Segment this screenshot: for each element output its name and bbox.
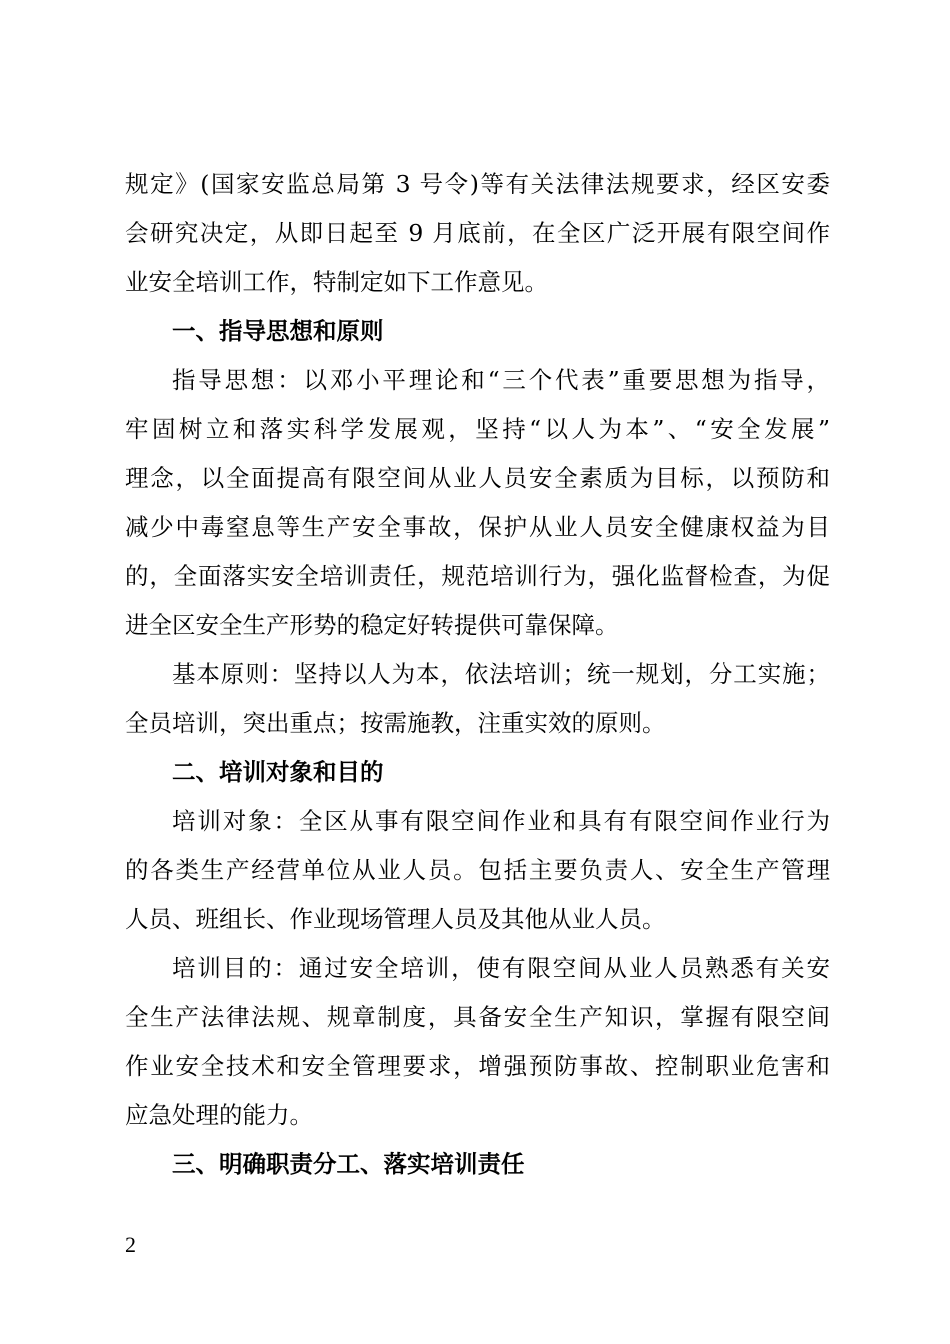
text-line: 人员、班组长、作业现场管理人员及其他从业人员。 [125,905,666,933]
text-line: 的各类生产经营单位从业人员。包括主要负责人、安全生产管理 [125,856,830,884]
text-line: 全生产法律法规、规章制度，具备安全生产知识，掌握有限空间 [125,1003,830,1031]
paragraph-first-line: 基本原则：坚持以人为本，依法培训；统一规划，分工实施； [172,660,830,688]
text-line: 业安全培训工作，特制定如下工作意见。 [125,268,548,296]
paragraph-first-line: 培训目的：通过安全培训，使有限空间从业人员熟悉有关安 [172,954,830,982]
text-line: 理念，以全面提高有限空间从业人员安全素质为目标，以预防和 [125,464,830,492]
text-line: 进全区安全生产形势的稳定好转提供可靠保障。 [125,611,619,639]
text-line: 作业安全技术和安全管理要求，增强预防事故、控制职业危害和 [125,1052,830,1080]
text-line: 全员培训，突出重点；按需施教，注重实效的原则。 [125,709,666,737]
text-line: 的，全面落实安全培训责任，规范培训行为，强化监督检查，为促 [125,562,830,590]
text-line: 牢固树立和落实科学发展观，坚持“以人为本”、“安全发展” [125,415,830,443]
section-heading-2: 二、培训对象和目的 [172,758,384,786]
section-heading-1: 一、指导思想和原则 [172,317,384,345]
text-line: 规定》(国家安监总局第 3 号令)等有关法律法规要求，经区安委 [125,170,830,198]
document-body [125,160,830,1189]
paragraph-first-line: 培训对象：全区从事有限空间作业和具有有限空间作业行为 [172,807,830,835]
text-line: 会研究决定，从即日起至 9 月底前，在全区广泛开展有限空间作 [125,219,830,247]
section-heading-3: 三、明确职责分工、落实培训责任 [172,1150,525,1178]
text-line: 应急处理的能力。 [125,1101,313,1129]
paragraph-first-line: 指导思想：以邓小平理论和“三个代表”重要思想为指导， [172,366,830,394]
page-number: 2 [125,1232,136,1257]
text-line: 减少中毒窒息等生产安全事故，保护从业人员安全健康权益为目 [125,513,830,541]
